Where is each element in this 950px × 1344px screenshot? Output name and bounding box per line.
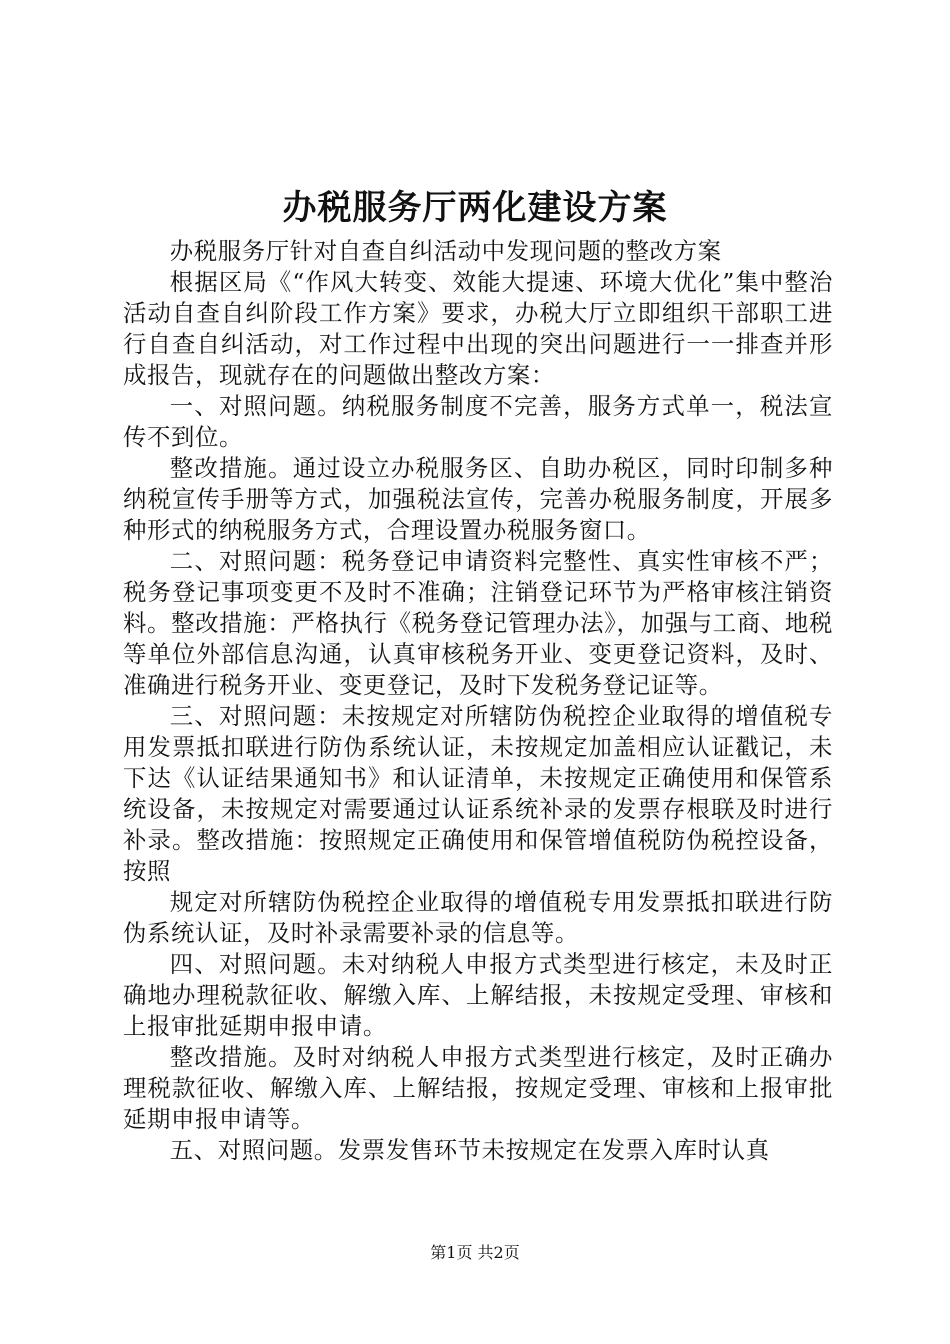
paragraph: 规定对所辖防伪税控企业取得的增值税专用发票抵扣联进行防伪系统认证，及时补录需要补录的信息等。	[123, 888, 833, 947]
paragraph: 整改措施。及时对纳税人申报方式类型进行核定，及时正确办理税款征收、解缴入库、上解结报，按规定受理、审核和上报审批延期申报申请等。	[123, 1043, 833, 1133]
paragraph: 办税服务厅针对自查自纠活动中发现问题的整改方案	[169, 237, 722, 265]
paragraph: 根据区局《“作风大转变、效能大提速、环境大优化”集中整治活动自查自纠阶段工作方案》要求，办税大厅立即组织干部职工进行自查自纠活动，对工作过程中出现的突出问题进行一一排查并形成报告，现就存在的问题做出整改方案：	[123, 268, 833, 389]
paragraph: 二、对照问题：税务登记申请资料完整性、真实性审核不严；税务登记事项变更不及时不准确；注销登记环节为严格审核注销资料。整改措施：严格执行《税务登记管理办法》，加强与工商、地税等单位外部信息沟通，认真审核税务开业、变更登记资料，及时、准确进行税务开业、变更登记，及时下发税务登记证等。	[123, 547, 833, 699]
paragraph: 整改措施。通过设立办税服务区、自助办税区，同时印制多种纳税宣传手册等方式，加强税法宣传，完善办税服务制度，开展多种形式的纳税服务方式，合理设置办税服务窗口。	[123, 454, 833, 544]
paragraph: 四、对照问题。未对纳税人申报方式类型进行核定，未及时正确地办理税款征收、解缴入库、上解结报，未按规定受理、审核和上报审批延期申报申请。	[123, 950, 833, 1040]
paragraph: 五、对照问题。发票发售环节未按规定在发票入库时认真	[169, 1136, 770, 1164]
paragraph: 三、对照问题：未按规定对所辖防伪税控企业取得的增值税专用发票抵扣联进行防伪系统认证，未按规定加盖相应认证戳记，未下达《认证结果通知书》和认证清单，未按规定正确使用和保管系统设备，未按规定对需要通过认证系统补录的发票存根联及时进行补录。整改措施：按照规定正确使用和保管增值税防伪税控设备，按照	[123, 702, 833, 885]
document-body	[123, 236, 833, 1166]
document-title: 办税服务厅两化建设方案	[282, 188, 668, 228]
paragraph: 一、对照问题。纳税服务制度不完善，服务方式单一，税法宣传不到位。	[123, 392, 833, 451]
page-number-footer: 第1页 共2页	[430, 1243, 520, 1262]
